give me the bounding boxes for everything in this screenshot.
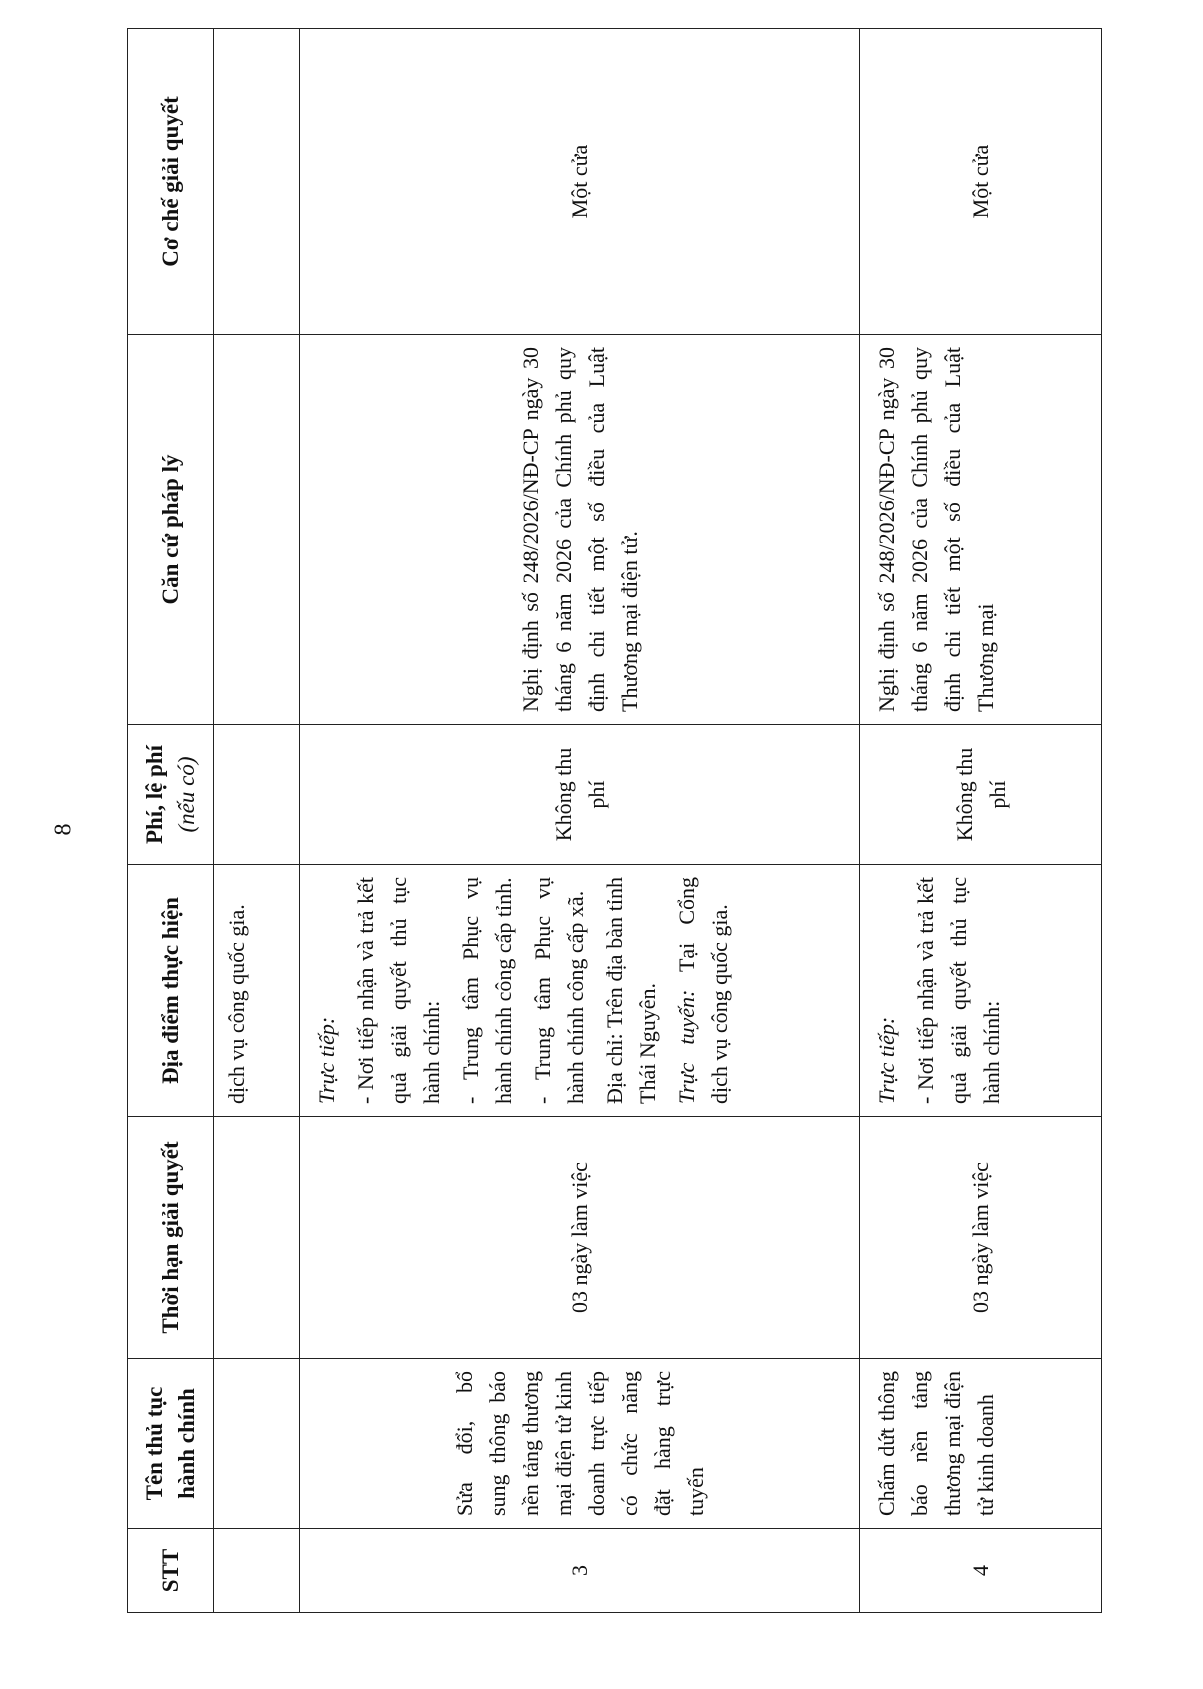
cell-phi: Không thu phí: [860, 725, 1102, 865]
noi-tiep-nhan: - Nơi tiếp nhận và trả kết quả giải quyết thủ tục hành chính:: [913, 877, 1004, 1104]
table-row-continuation: [214, 29, 300, 1613]
truc-tuyen-label: Trực tuyến:: [674, 989, 699, 1104]
cell-empty: [214, 29, 300, 335]
rotated-table-wrapper: [127, 29, 1102, 1613]
header-thoi-han: Thời hạn giải quyết: [128, 1117, 214, 1359]
cell-dia-diem: [860, 865, 1102, 1117]
page-number: 8: [50, 823, 77, 836]
table-row-3: [300, 29, 860, 1613]
procedure-table: [127, 28, 1102, 1613]
header-phi-label: Phí, lệ phí: [142, 744, 168, 845]
table-header-row: [128, 29, 214, 1613]
trung-tam-xa: - Trung tâm Phục vụ hành chính công cấp xã.: [530, 877, 588, 1104]
header-phi-note: (nếu có): [173, 756, 199, 833]
header-stt: STT: [128, 1529, 214, 1613]
truc-tuyen-text: Tại Cổng dịch vụ công quốc gia.: [674, 877, 732, 1104]
cell-empty: [214, 725, 300, 865]
cell-stt: 4: [860, 1529, 1102, 1613]
cell-empty: [214, 1117, 300, 1359]
cell-empty: [214, 1529, 300, 1613]
dia-chi: Địa chỉ: Trên địa bàn tỉnh Thái Nguyên.: [602, 877, 660, 1104]
cell-empty: [214, 335, 300, 725]
cell-thoi-han: 03 ngày làm việc: [300, 1117, 860, 1359]
cell-co-che: Một cửa: [300, 29, 860, 335]
header-dia-diem: Địa điểm thực hiện: [128, 865, 214, 1117]
trung-tam-tinh: - Trung tâm Phục vụ hành chính công cấp tỉnh.: [458, 877, 516, 1104]
table-row-4: [860, 29, 1102, 1613]
cell-co-che: Một cửa: [860, 29, 1102, 335]
cell-dia-diem-cont: dịch vụ công quốc gia.: [214, 865, 300, 1117]
cell-can-cu: Nghị định số 248/2026/NĐ-CP ngày 30 tháng 6 năm 2026 của Chính phủ quy định chi tiết một số điều của Luật Thương mại điện tử.: [300, 335, 860, 725]
cell-dia-diem: [300, 865, 860, 1117]
header-phi: [128, 725, 214, 865]
header-ten-thu-tuc: Tên thủ tục hành chính: [128, 1359, 214, 1529]
cell-ten-thu-tuc: Sửa đổi, bổ sung thông báo nền tảng thương mại điện tử kinh doanh trực tiếp có chức năng đặt hàng trực tuyến: [300, 1359, 860, 1529]
header-co-che: Cơ chế giải quyết: [128, 29, 214, 335]
cell-ten-thu-tuc: Chấm dứt thông báo nền tảng thương mại điện tử kinh doanh: [860, 1359, 1102, 1529]
truc-tiep-label: Trực tiếp:: [874, 1016, 899, 1104]
cell-phi: Không thu phí: [300, 725, 860, 865]
truc-tuyen: [670, 877, 736, 1104]
cell-empty: [214, 1359, 300, 1529]
noi-tiep-nhan: - Nơi tiếp nhận và trả kết quả giải quyết thủ tục hành chính:: [353, 877, 444, 1104]
truc-tiep-label: Trực tiếp:: [314, 1016, 339, 1104]
cell-thoi-han: 03 ngày làm việc: [860, 1117, 1102, 1359]
cell-can-cu: Nghị định số 248/2026/NĐ-CP ngày 30 tháng 6 năm 2026 của Chính phủ quy định chi tiết một số điều của Luật Thương mại: [860, 335, 1102, 725]
header-can-cu: Căn cứ pháp lý: [128, 335, 214, 725]
cell-stt: 3: [300, 1529, 860, 1613]
